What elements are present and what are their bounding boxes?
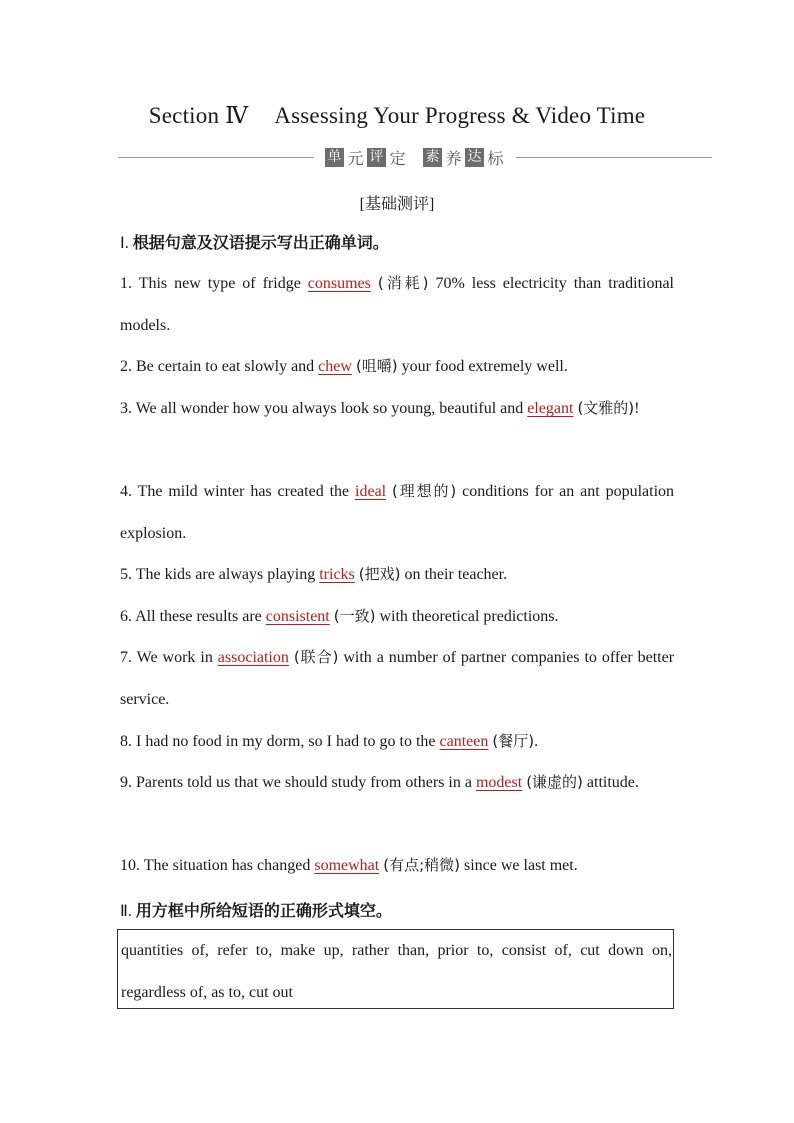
part2-instruction: 用方框中所给短语的正确形式填空。 [135,901,392,920]
question-1 [120,263,674,346]
question-text: attitude. [586,774,639,791]
question-number: 4. [120,483,132,500]
question-2 [120,346,674,388]
question-number: 8. [120,733,132,750]
question-text: 70% less electricity than traditional models. [120,275,675,334]
question-text: The kids are always playing [135,566,316,583]
chinese-hint: (理想的) [392,482,457,500]
question-number: 2. [120,358,132,375]
question-number: 6. [120,608,132,625]
banner-char: 定 [389,148,406,168]
title-section: Section Ⅳ [148,103,249,128]
chinese-hint: (文雅的) [577,399,635,417]
answer-word: canteen [439,733,489,750]
chinese-hint: (谦虚的) [526,773,583,791]
banner-char: 标 [487,148,504,168]
question-text: with theoretical predictions. [379,608,559,625]
chinese-hint: (消耗) [377,274,429,292]
banner-char: 单 [325,148,344,167]
answer-word: consumes [307,275,371,292]
phrase-box-text: quantities of, refer to, make up, rather than, prior to, consist of, cut down on, regardless of, as to, cut out [121,942,672,1001]
part2-heading [120,898,392,921]
chinese-hint: (一致) [333,607,376,625]
answer-word: chew [318,358,352,375]
question-number: 10. [120,857,140,874]
subheading: [基础测评] [359,196,435,213]
question-3 [120,388,674,430]
question-text: The situation has changed [143,857,311,874]
question-text: on their teacher. [404,566,508,583]
chinese-hint: (联合) [293,648,339,666]
section-banner [118,146,718,168]
banner-char: 元 [347,148,364,168]
banner-char: 素 [423,148,442,167]
question-text: The mild winter has created the [137,483,350,500]
chinese-hint: (把戏) [358,565,401,583]
title-rest: Assessing Your Progress & Video Time [274,103,646,128]
answer-word: association [217,649,289,666]
answer-word: somewhat [314,857,380,874]
chinese-hint: (有点;稍微) [383,856,460,874]
question-text: We all wonder how you always look so young, beautiful and [135,400,524,417]
question-number: 3. [120,400,132,417]
part2-numeral: Ⅱ. [120,903,132,920]
question-text: with a number of partner companies to offer better service. [120,649,675,708]
question-number: 5. [120,566,132,583]
question-number: 7. [120,649,132,666]
answer-word: tricks [319,566,355,583]
part1-heading [120,230,389,253]
question-7 [120,637,674,720]
question-text: conditions for an ant population explosion. [120,483,675,542]
question-text: ! [634,400,640,417]
banner-char: 达 [465,148,484,167]
question-10 [120,845,674,887]
chinese-hint: (餐厅) [492,732,535,750]
answer-word: elegant [527,400,574,417]
question-text: Be certain to eat slowly and [136,358,315,375]
banner-rule-left [118,157,314,158]
banner-char: 养 [445,148,462,168]
chinese-hint: (咀嚼) [355,357,398,375]
question-9 [120,762,674,804]
question-text: Parents told us that we should study from others in a [136,774,472,791]
answer-word: modest [475,774,523,791]
banner-text [314,146,516,169]
question-text: since we last met. [463,857,578,874]
question-8 [120,721,674,763]
question-number: 1. [120,275,132,292]
phrase-box [117,929,674,1009]
question-text: . [534,733,539,750]
question-number: 9. [120,774,132,791]
part1-numeral: Ⅰ. [120,235,129,252]
question-text: your food extremely well. [401,358,568,375]
question-text: We work in [136,649,213,666]
question-text: I had no food in my dorm, so I had to go to the [136,733,436,750]
question-6 [120,596,674,638]
question-5 [120,554,674,596]
question-text: This new type of fridge [138,275,301,292]
question-text: All these results are [135,608,262,625]
banner-char: 评 [367,148,386,167]
answer-word: consistent [265,608,330,625]
answer-word: ideal [355,483,387,500]
page-title [0,103,794,129]
question-4 [120,471,674,554]
part1-instruction: 根据句意及汉语提示写出正确单词。 [132,233,389,252]
banner-rule-right [516,157,712,158]
